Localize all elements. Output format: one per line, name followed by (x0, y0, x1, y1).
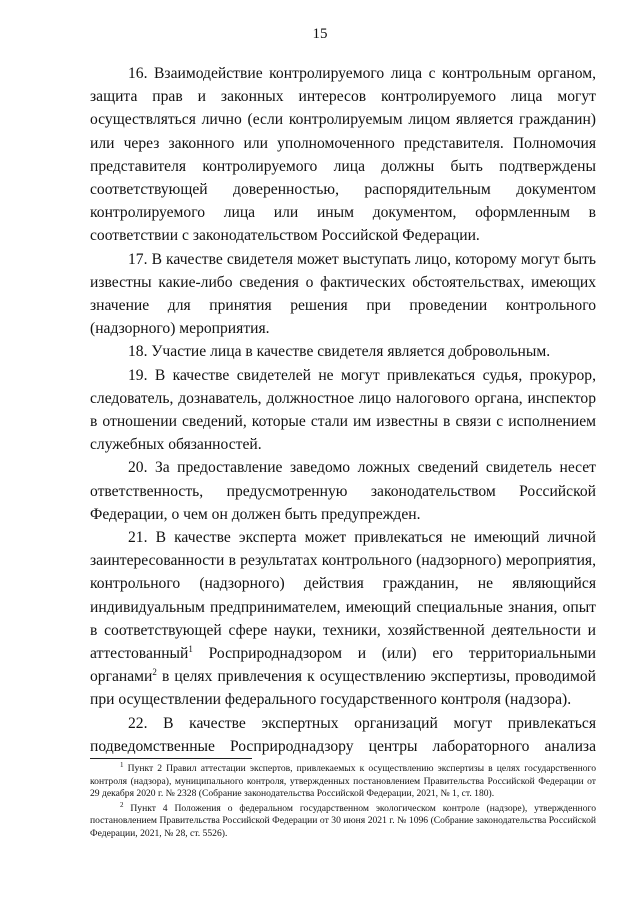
footnote-text-1: Пункт 2 Правил аттестации экспертов, привлекаемых к осуществлению экспертизы в целях государственного контроля (надзора), муниципального контроля, утвержденных постановлением Правительства Российской Федерации от 29 декабря 2020 г. № 2328 (Собрание законодательства Российской Федерации, 2021, № 1, ст. 180). (90, 763, 596, 800)
paragraph-16: 16. Взаимодействие контролируемого лица с контрольным органом, защита прав и законных интересов контролируемого лица могут осуществляться лично (если контролируемым лицом является гражданин) или через законного или уполномоченного представителя. Полномочия представителя контролируемого лица должны быть подтверждены соответствующей доверенностью, распорядительным документом контролируемого лица или иным документом, оформленным в соответствии с законодательством Российской Федерации. (90, 65, 596, 245)
footnote-1 (90, 763, 596, 801)
page-number: 15 (312, 26, 328, 42)
footnote-mark-1: 1 (120, 761, 124, 769)
paragraph-21 (90, 526, 596, 712)
footnote-ref-1: 1 (188, 644, 193, 655)
paragraph-19: 19. В качестве свидетелей не могут привлекаться судья, прокурор, следователь, дознаватель, должностное лицо налогового органа, инспектор в отношении сведений, которые стали им известны в связи с исполнением служебных обязанностей. (90, 366, 596, 454)
footnote-text-2: Пункт 4 Положения о федеральном государственном экологическом контроле (надзоре), утвержденного постановлением Правительства Российской Федерации от 30 июня 2021 г. № 1096 (Собрание законодательства Российской Федерации, 2021, № 28, ст. 5526). (90, 802, 596, 839)
paragraph-22: 22. В качестве экспертных организаций могут привлекаться подведомственные Росприроднадзору центры лабораторного анализа (90, 714, 596, 755)
footnote-mark-2: 2 (120, 800, 124, 809)
document-body (90, 62, 596, 758)
paragraph-21-part-1: 21. В качестве эксперта может привлекаться не имеющий личной заинтересованности в результатах контрольного (надзорного) мероприятия, контрольного (надзорного) действия гражданин, не являющийся индивидуальным предпринимателем, имеющий специальные знания, опыт в соответствующей сфере науки, техники, хозяйственной деятельности и аттестованный (90, 529, 596, 663)
paragraph-18: 18. Участие лица в качестве свидетеля является добровольным. (128, 343, 551, 361)
footnote-2 (90, 800, 596, 841)
footnote-separator (90, 758, 252, 759)
footnote-ref-2: 2 (152, 667, 157, 678)
paragraph-17: 17. В качестве свидетеля может выступать лицо, которому могут быть известны какие-либо сведения о фактических обстоятельствах, имеющих значение для принятия решения при проведении контрольного (надзорного) мероприятия. (90, 250, 596, 338)
paragraph-21-part-2: Росприроднадзором и (или) его территориальными органами (90, 645, 596, 686)
paragraph-21-part-3: в целях привлечения к осуществлению экспертизы, проводимой при осуществлении федерального государственного контроля (надзора). (90, 668, 596, 709)
paragraph-20: 20. За предоставление заведомо ложных сведений свидетель несет ответственность, предусмотренную законодательством Российской Федерации, о чем он должен быть предупрежден. (90, 459, 596, 523)
footnotes (90, 763, 596, 843)
